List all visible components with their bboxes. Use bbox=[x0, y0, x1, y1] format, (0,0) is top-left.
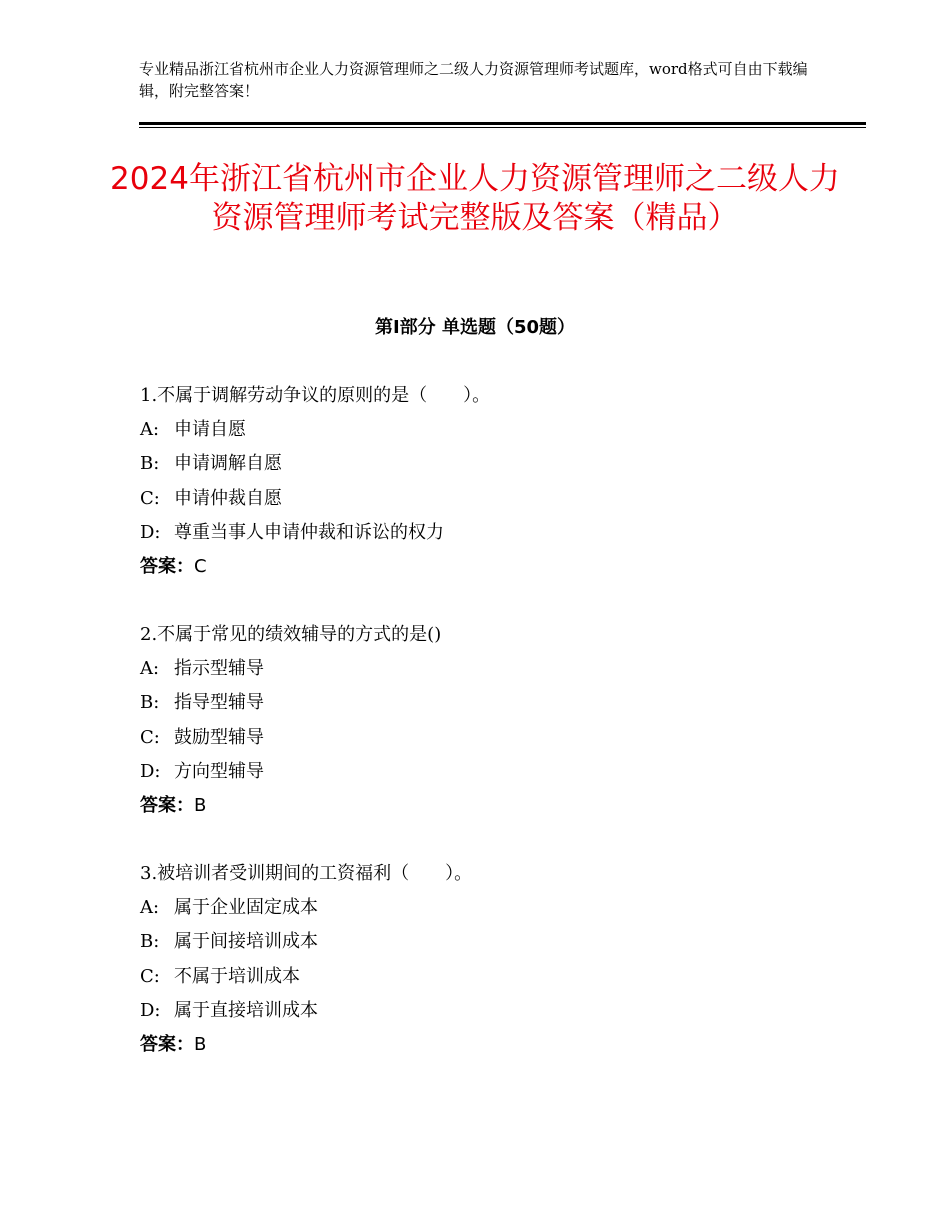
option-c bbox=[140, 482, 860, 516]
option-letter: D: bbox=[140, 760, 161, 782]
question-3 bbox=[140, 857, 860, 1062]
option-letter: B: bbox=[140, 453, 160, 475]
option-letter: C: bbox=[140, 487, 160, 509]
header-note: 专业精品浙江省杭州市企业人力资源管理师之二级人力资源管理师考试题库，word格式可自由下载编辑，附完整答案！ bbox=[139, 60, 808, 100]
option-c bbox=[140, 960, 860, 994]
header-rule-thin bbox=[139, 127, 866, 128]
header-rule-thick bbox=[139, 122, 866, 125]
option-text: 鼓励型辅导 bbox=[174, 726, 264, 748]
option-text: 尊重当事人申请仲裁和诉讼的权力 bbox=[174, 521, 444, 543]
answer-label: 答案： bbox=[140, 794, 194, 816]
answer-line bbox=[140, 550, 860, 584]
answer-value: B bbox=[194, 794, 207, 816]
answer-label: 答案： bbox=[140, 1033, 194, 1055]
question-2 bbox=[140, 618, 860, 823]
option-letter: D: bbox=[140, 521, 161, 543]
option-a bbox=[140, 413, 860, 447]
option-letter: A: bbox=[140, 897, 160, 919]
option-letter: A: bbox=[140, 658, 160, 680]
option-a bbox=[140, 891, 860, 925]
section-heading: 第Ⅰ部分 单选题（50题） bbox=[374, 317, 575, 338]
option-b bbox=[140, 447, 860, 481]
option-text: 属于直接培训成本 bbox=[174, 999, 318, 1021]
option-text: 申请仲裁自愿 bbox=[174, 487, 282, 509]
option-letter: A: bbox=[140, 419, 160, 441]
question-1 bbox=[140, 379, 860, 584]
option-letter: B: bbox=[140, 931, 160, 953]
option-text: 指导型辅导 bbox=[174, 692, 264, 714]
option-text: 属于企业固定成本 bbox=[174, 897, 318, 919]
option-letter: C: bbox=[140, 726, 160, 748]
answer-value: C bbox=[194, 555, 207, 577]
document-title: 2024年浙江省杭州市企业人力资源管理师之二级人力资源管理师考试完整版及答案（精品） bbox=[110, 161, 840, 236]
option-text: 申请调解自愿 bbox=[174, 453, 282, 475]
option-d bbox=[140, 755, 860, 789]
option-b bbox=[140, 925, 860, 959]
option-text: 方向型辅导 bbox=[174, 760, 264, 782]
answer-value: B bbox=[194, 1033, 207, 1055]
question-stem: 1.不属于调解劳动争议的原则的是（ ）。 bbox=[140, 385, 491, 406]
option-letter: C: bbox=[140, 965, 160, 987]
question-stem: 2.不属于常见的绩效辅导的方式的是() bbox=[140, 624, 442, 645]
option-text: 指示型辅导 bbox=[174, 658, 264, 680]
option-c bbox=[140, 721, 860, 755]
option-letter: B: bbox=[140, 692, 160, 714]
option-text: 属于间接培训成本 bbox=[174, 931, 318, 953]
option-d bbox=[140, 994, 860, 1028]
option-text: 申请自愿 bbox=[174, 419, 246, 441]
answer-line bbox=[140, 1028, 860, 1062]
option-d bbox=[140, 516, 860, 550]
answer-line bbox=[140, 789, 860, 823]
option-a bbox=[140, 652, 860, 686]
option-b bbox=[140, 686, 860, 720]
answer-label: 答案： bbox=[140, 555, 194, 577]
option-text: 不属于培训成本 bbox=[174, 965, 300, 987]
question-stem: 3.被培训者受训期间的工资福利（ ）。 bbox=[140, 863, 473, 884]
option-letter: D: bbox=[140, 999, 161, 1021]
